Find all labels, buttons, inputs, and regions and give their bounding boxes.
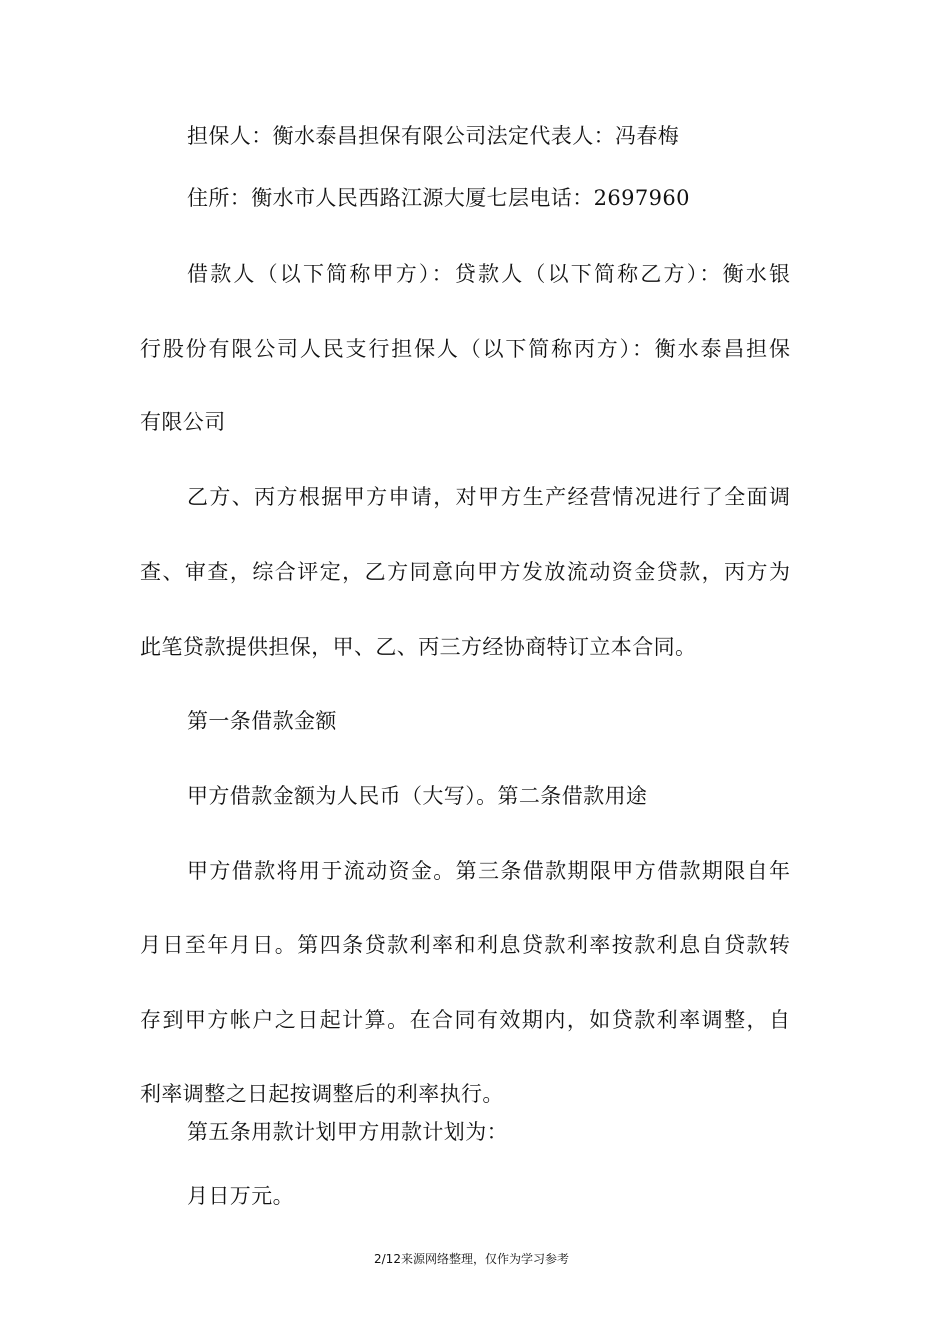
parties-line-1: 借款人（以下简称甲方）：贷款人（以下简称乙方）：衡水银 <box>187 262 790 286</box>
article-1-body: 甲方借款金额为人民币（大写）。第二条借款用途 <box>187 784 648 808</box>
article-4-line-3: 利率调整之日起按调整后的利率执行。 <box>140 1082 504 1106</box>
article-4-line-1: 月日至年月日。第四条贷款利率和利息贷款利率按款利息自贷款转 <box>140 933 790 957</box>
preamble-line-3: 此笔贷款提供担保，甲、乙、丙三方经协商特订立本合同。 <box>140 635 697 659</box>
parties-line-3: 有限公司 <box>140 410 226 434</box>
address-line: 住所：衡水市人民西路江源大厦七层电话：2697960 <box>187 186 690 210</box>
article-1-heading: 第一条借款金额 <box>187 709 337 733</box>
article-5-body: 月日万元。 <box>187 1184 294 1208</box>
article-5-heading: 第五条用款计划甲方用款计划为： <box>187 1120 508 1144</box>
parties-line-2: 行股份有限公司人民支行担保人（以下简称丙方）：衡水泰昌担保 <box>140 337 790 361</box>
guarantor-line: 担保人：衡水泰昌担保有限公司法定代表人：冯春梅 <box>187 124 680 148</box>
preamble-line-2: 查、审查，综合评定，乙方同意向甲方发放流动资金贷款，丙方为 <box>140 560 790 584</box>
article-4-line-2: 存到甲方帐户之日起计算。在合同有效期内，如贷款利率调整，自 <box>140 1008 790 1032</box>
page-footer: 2/12来源网络整理，仅作为学习参考 <box>374 1252 569 1266</box>
article-3-line-1: 甲方借款将用于流动资金。第三条借款期限甲方借款期限自年 <box>187 859 790 883</box>
preamble-line-1: 乙方、丙方根据甲方申请，对甲方生产经营情况进行了全面调 <box>187 485 790 509</box>
